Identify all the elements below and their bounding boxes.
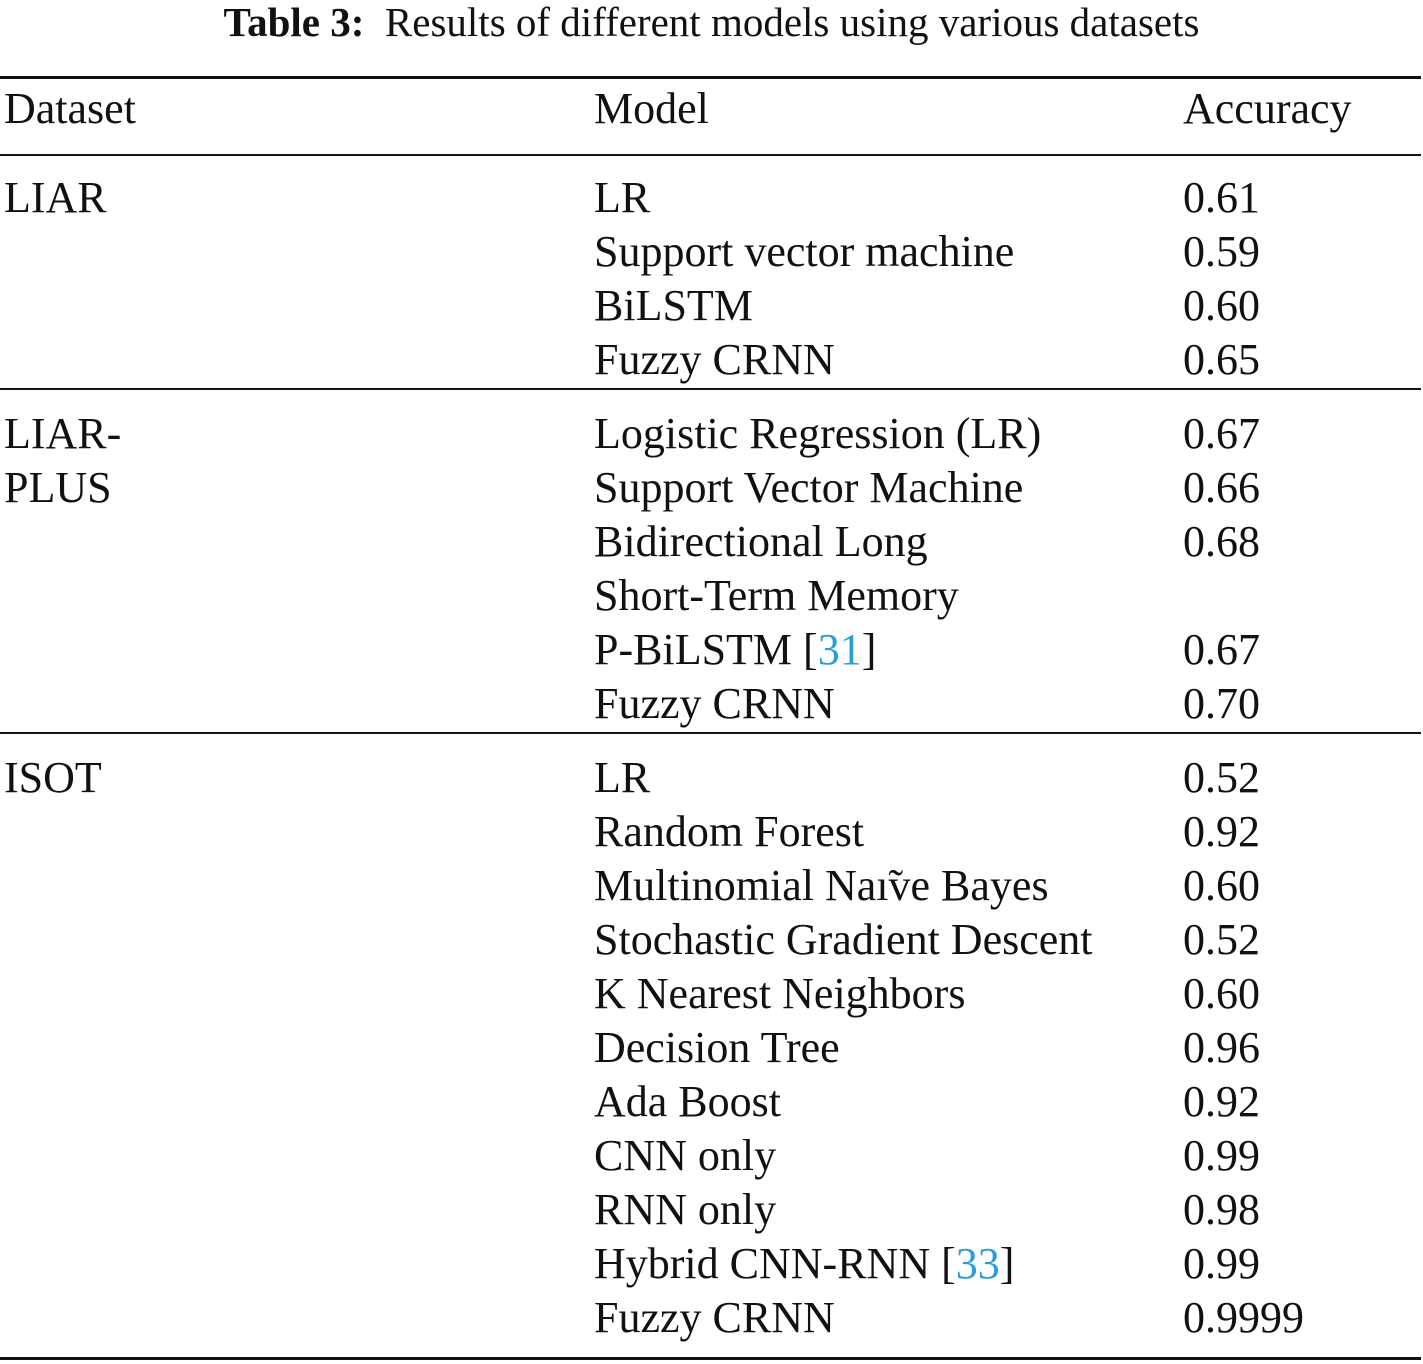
header-model: Model (594, 84, 709, 133)
model-cell: CNN only (594, 1131, 777, 1180)
accuracy-cell: 0.66 (1183, 463, 1260, 512)
dataset-cell: ISOT (4, 753, 102, 802)
group-divider-2 (0, 732, 1421, 734)
accuracy-cell: 0.67 (1183, 625, 1260, 674)
dataset-cell: LIAR (4, 173, 107, 222)
model-cell: BiLSTM (594, 281, 753, 330)
citation-link[interactable]: 31 (817, 625, 862, 674)
accuracy-cell: 0.68 (1183, 517, 1260, 566)
model-cell: Support Vector Machine (594, 463, 1024, 512)
accuracy-cell: 0.60 (1183, 969, 1260, 1018)
model-cell: Bidirectional Long (594, 517, 928, 566)
model-cell: Fuzzy CRNN (594, 1293, 835, 1342)
accuracy-cell: 0.52 (1183, 915, 1260, 964)
caption-label: Table 3: (223, 0, 365, 45)
model-cell: Multinomial Naı̃ve Bayes (594, 861, 1049, 910)
model-cell: RNN only (594, 1185, 777, 1234)
model-cell: Support vector machine (594, 227, 1015, 276)
model-cell: Stochastic Gradient Descent (594, 915, 1093, 964)
model-name: P-BiLSTM (594, 625, 793, 674)
model-cell: Random Forest (594, 807, 865, 856)
model-cell: Hybrid CNN-RNN [33] (594, 1239, 1015, 1288)
model-name: Hybrid CNN-RNN (594, 1239, 931, 1288)
accuracy-cell: 0.52 (1183, 753, 1260, 802)
dataset-cell: LIAR- (4, 409, 122, 458)
caption-text: Results of different models using various datasets (384, 0, 1200, 45)
accuracy-cell: 0.65 (1183, 335, 1260, 384)
accuracy-cell: 0.59 (1183, 227, 1260, 276)
accuracy-cell: 0.96 (1183, 1023, 1260, 1072)
accuracy-cell: 0.67 (1183, 409, 1260, 458)
model-cell: K Nearest Neighbors (594, 969, 966, 1018)
accuracy-cell: 0.98 (1183, 1185, 1260, 1234)
model-cell: Decision Tree (594, 1023, 840, 1072)
accuracy-cell: 0.60 (1183, 281, 1260, 330)
accuracy-cell: 0.60 (1183, 861, 1260, 910)
group-divider-1 (0, 388, 1421, 390)
accuracy-cell: 0.99 (1183, 1131, 1260, 1180)
accuracy-cell: 0.99 (1183, 1239, 1260, 1288)
model-cell: LR (594, 753, 651, 802)
model-cell: P-BiLSTM [31] (594, 625, 877, 674)
citation-link[interactable]: 33 (955, 1239, 1000, 1288)
accuracy-cell: 0.92 (1183, 1077, 1260, 1126)
accuracy-cell: 0.9999 (1183, 1293, 1304, 1342)
model-cell: Logistic Regression (LR) (594, 409, 1042, 458)
accuracy-cell: 0.92 (1183, 807, 1260, 856)
model-cell-line2: Short-Term Memory (594, 571, 959, 620)
header-accuracy: Accuracy (1183, 84, 1352, 133)
model-cell: LR (594, 173, 651, 222)
model-cell: Fuzzy CRNN (594, 679, 835, 728)
header-dataset: Dataset (4, 84, 136, 133)
table-caption (0, 0, 1423, 44)
bottom-rule (0, 1357, 1421, 1360)
accuracy-cell: 0.70 (1183, 679, 1260, 728)
header-rule (0, 154, 1421, 156)
dataset-cell-line2: PLUS (4, 463, 112, 512)
model-cell: Fuzzy CRNN (594, 335, 835, 384)
model-cell: Ada Boost (594, 1077, 781, 1126)
top-rule (0, 76, 1421, 79)
accuracy-cell: 0.61 (1183, 173, 1260, 222)
